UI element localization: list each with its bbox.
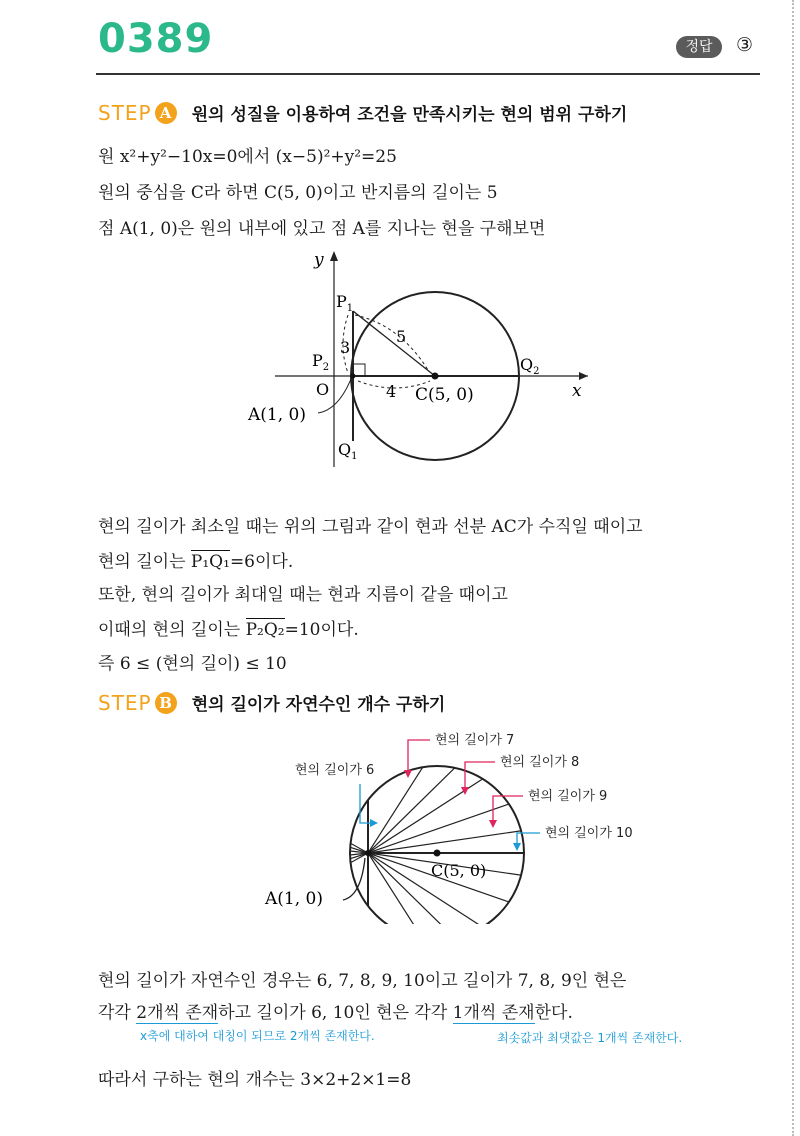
- step-a-line-1: 원 x²+y²−10x=0에서 (x−5)²+y²=25: [98, 147, 397, 167]
- point-a-b: [365, 850, 371, 856]
- half-chord-length-label: 3: [340, 338, 351, 357]
- arrow-chord-8: [465, 762, 495, 790]
- radius-length-label: 5: [396, 327, 407, 346]
- center-label-b: C(5, 0): [431, 861, 487, 880]
- arrowhead-9: [489, 820, 497, 828]
- step-a-line-3: 점 A(1, 0)은 원의 내부에 있고 점 A를 지나는 현을 구해보면: [98, 219, 546, 239]
- chord-fan-12: [305, 833, 368, 853]
- line2-c: 하고 길이가 6, 10인 현은 각각: [218, 1003, 453, 1023]
- step-a-after-line-3: 또한, 현의 길이가 최대일 때는 현과 지름이 같을 때이고: [98, 585, 508, 605]
- point-a: [351, 374, 356, 379]
- point-a-label: A(1, 0): [248, 405, 306, 425]
- p1-letter: P: [336, 292, 347, 311]
- p2-label: [312, 351, 329, 373]
- step-a-after-line-1: 현의 길이가 최소일 때는 위의 그림과 같이 현과 선분 AC가 수직일 때이고: [98, 517, 643, 537]
- chord-fan-1: [368, 748, 435, 853]
- label-chord-7: 현의 길이가 7: [435, 733, 515, 748]
- figure-chords: [255, 728, 655, 924]
- chord-fan-2: [368, 748, 475, 853]
- step-a-title: 원의 성질을 이용하여 조건을 만족시키는 현의 범위 구하기: [191, 105, 628, 125]
- step-b-title: 현의 길이가 자연수인 개수 구하기: [191, 695, 446, 715]
- center-label: C(5, 0): [415, 385, 474, 405]
- q2-subscript: 2: [533, 366, 540, 377]
- label-chord-6: 현의 길이가 6: [295, 763, 375, 778]
- chord-fan-16: [305, 853, 368, 888]
- step-b-label: STEP: [98, 691, 152, 715]
- arrowhead-7: [404, 770, 412, 778]
- step-a-line-2: 원의 중심을 C라 하면 C(5, 0)이고 반지름의 길이는 5: [98, 183, 498, 203]
- center-point: [432, 373, 439, 380]
- figure-circle-chord: [230, 245, 610, 475]
- chord-fan-15: [305, 853, 368, 873]
- right-angle-mark: [353, 364, 365, 376]
- label-chord-8: 현의 길이가 8: [500, 755, 580, 770]
- q2-label: [520, 355, 540, 377]
- chord-fan-4: [368, 788, 555, 853]
- center-point-b: [434, 850, 441, 857]
- two-each-underlined: 2개씩 존재: [136, 1003, 219, 1023]
- answer-badge: 정답: [676, 36, 722, 58]
- note-symmetry: x축에 대하여 대칭이 되므로 2개씩 존재한다.: [140, 1029, 375, 1043]
- segment-p1q1: P₁Q₁: [190, 552, 230, 572]
- arrowhead-10: [513, 843, 521, 851]
- step-a-heading: [98, 100, 627, 125]
- x-axis-arrow: [579, 372, 588, 380]
- y-axis-label: y: [314, 250, 324, 270]
- step-b-conclusion: 따라서 구하는 현의 개수는 3×2+2×1=8: [98, 1070, 412, 1090]
- p1-subscript: 1: [346, 303, 354, 314]
- origin-label: O: [316, 380, 330, 399]
- step-a-letter: A: [155, 102, 177, 124]
- segment-p2q2: P₂Q₂: [245, 620, 285, 640]
- p2-letter: P: [312, 351, 323, 370]
- step-b-heading: [98, 690, 445, 715]
- label-chord-9: 현의 길이가 9: [528, 789, 608, 804]
- q2-letter: Q: [520, 355, 534, 374]
- arrowhead-6: [370, 819, 378, 827]
- page-edge: [792, 0, 794, 1136]
- step-b-line-1: 현의 길이가 자연수인 경우는 6, 7, 8, 9, 10이고 길이가 7, 8, 9인 현은: [98, 971, 627, 991]
- step-b-line-2: [98, 998, 573, 1023]
- arrow-chord-9: [493, 796, 523, 823]
- step-a-after-line-2: [98, 547, 293, 572]
- q1-letter: Q: [338, 440, 352, 459]
- note-min-max: 최솟값과 최댓값은 1개씩 존재한다.: [497, 1031, 683, 1045]
- q1-subscript: 1: [351, 451, 358, 462]
- line2-a: 각각: [98, 1003, 137, 1023]
- one-each-underlined: 1개씩 존재: [452, 1003, 535, 1023]
- line4-suffix: =10이다.: [284, 620, 359, 640]
- x-axis-label: x: [572, 381, 582, 401]
- line4-prefix: 이때의 현의 길이는: [98, 620, 246, 640]
- label-chord-10: 현의 길이가 10: [545, 826, 633, 841]
- line2-e: 한다.: [534, 1003, 573, 1023]
- line2-suffix: =6이다.: [229, 552, 294, 572]
- step-a-after-line-5: 즉 6 ≤ (현의 길이) ≤ 10: [98, 654, 287, 674]
- y-axis-arrow: [330, 251, 338, 261]
- line2-prefix: 현의 길이는: [98, 552, 191, 572]
- arrowhead-8: [461, 787, 469, 795]
- problem-number: 0389: [98, 16, 214, 62]
- answer-value: ③: [736, 34, 754, 56]
- p1-label: [336, 292, 353, 314]
- step-a-after-line-4: [98, 615, 359, 640]
- step-a-label: STEP: [98, 101, 152, 125]
- point-a-label-b: A(1, 0): [265, 889, 323, 909]
- chord-fan-5: [368, 823, 575, 853]
- ac-length-label: 4: [386, 382, 397, 401]
- step-b-letter: B: [155, 692, 177, 714]
- q1-label: [338, 440, 358, 462]
- p2-subscript: 2: [322, 362, 330, 373]
- chord-fan-11: [305, 818, 368, 853]
- header-divider: [96, 73, 760, 75]
